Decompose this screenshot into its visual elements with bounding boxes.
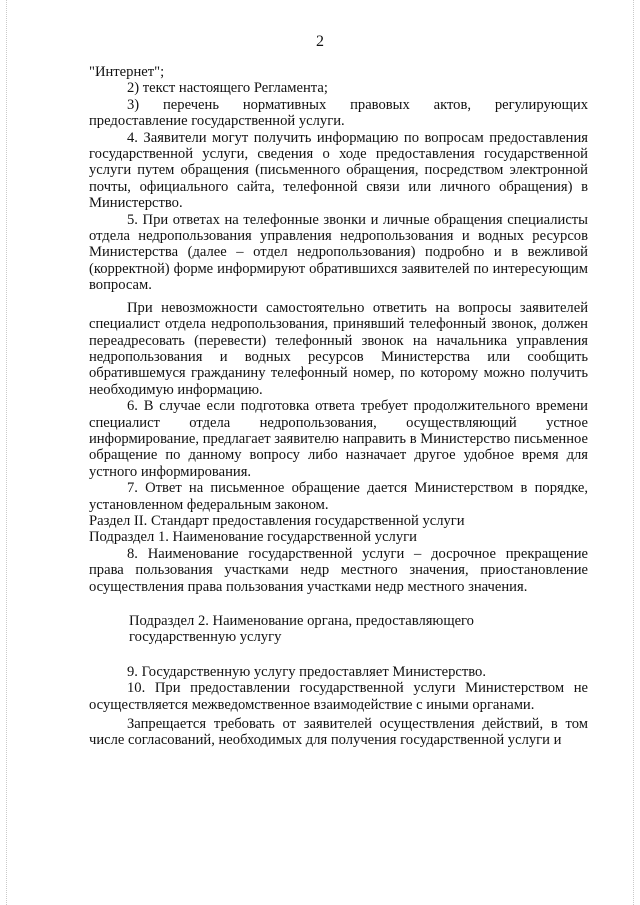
list-item-2: 2) текст настоящего Регламента; (127, 80, 328, 97)
scan-edge-right (633, 0, 634, 905)
list-item-3: 3) перечень нормативных правовых актов, регулирующих предоставление государственной услуги. (89, 96, 588, 130)
paragraph-4: 4. Заявители могут получить информацию по вопросам предоставления государственной услуги, сведения о ходе предоставления государственной услуги путем обращения (письменного обращения, посредством электронной почты, официального сайта, телефонной связи или личного обращения) в Министерство. (89, 129, 588, 212)
paragraph-5-continuation: При невозможности самостоятельно ответить на вопросы заявителей специалист отдела недропользования, принявший телефонный звонок, должен переадресовать (перевести) телефонный звонок на начальника управления недропользования и водных ресурсов Министерства или сообщить обратившемуся гражданину телефонный номер, по которому можно получить необходимую информацию. (89, 299, 588, 398)
paragraph-9: 9. Государственную услугу предоставляет Министерство. (127, 663, 486, 680)
page-number: 2 (316, 33, 324, 50)
paragraph-5: 5. При ответах на телефонные звонки и личные обращения специалисты отдела недропользования управления недропользования и водных ресурсов Министерства (далее – отдел недропользования) подробно и в вежливой (корректной) форме информируют обратившихся заявителей по интересующим вопросам. (89, 211, 588, 294)
paragraph-internet-continuation: "Интернет"; (89, 64, 165, 80)
document-body (89, 64, 588, 749)
subsection-1-heading: Подраздел 1. Наименование государственной услуги (89, 529, 417, 546)
subsection-2-heading-line2: государственную услугу (129, 629, 282, 646)
paragraph-10: 10. При предоставлении государственной услуги Министерством не осуществляется межведомственное взаимодействие с иными органами. (89, 680, 588, 713)
subsection-2-heading (89, 613, 588, 646)
paragraph-10-continuation: Запрещается требовать от заявителей осуществления действий, в том числе согласований, необходимых для получения государственной услуги и (89, 716, 588, 749)
scan-edge-left (6, 0, 7, 905)
subsection-2-heading-line1: Подраздел 2. Наименование органа, предоставляющего (129, 613, 474, 629)
paragraph-7: 7. Ответ на письменное обращение дается Министерством в порядке, установленном федеральным законом. (89, 480, 588, 513)
section-2-heading: Раздел II. Стандарт предоставления государственной услуги (89, 512, 465, 529)
paragraph-8: 8. Наименование государственной услуги – досрочное прекращение права пользования участками недр местного значения, приостановление осуществления права пользования участками недр местного значения. (89, 545, 588, 595)
paragraph-6: 6. В случае если подготовка ответа требует продолжительного времени специалист отдела недропользования, осуществляющий устное информирование, предлагает заявителю направить в Министерство письменное обращение по данному вопросу либо назначает другое удобное время для устного информирования. (89, 398, 588, 480)
